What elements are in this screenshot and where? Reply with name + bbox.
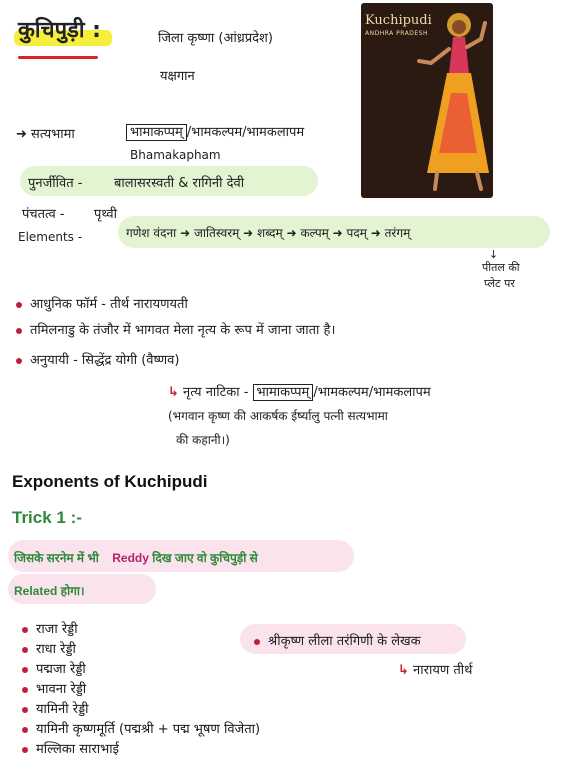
trick-line-1a: जिसके सरनेम में भी — [14, 551, 99, 565]
book-line — [254, 631, 421, 649]
satyabhama-forms — [126, 122, 304, 140]
arrow-right-icon: ➜ — [243, 226, 258, 240]
elements-chain — [126, 224, 410, 241]
dancer-figure — [361, 3, 493, 198]
revived-value: बालासरस्वती & रागिनी देवी — [114, 176, 245, 191]
bullet-icon — [16, 302, 22, 308]
title-underline — [18, 56, 98, 59]
point-tamil-text: तमिलनाडु के तंजौर में भागवत मेला नृत्य के रूप में जाना जाता है। — [30, 323, 336, 338]
list-item: भावना रेड्डी — [22, 680, 260, 700]
arrow-down-icon: ↓ — [489, 248, 499, 261]
list-item: राजा रेड्डी — [22, 620, 260, 640]
poster-title: Kuchipudi — [365, 13, 432, 28]
arrow-right-icon: ➜ — [180, 226, 194, 240]
trick-line-1c: दिख जाए वो कुचिपुड़ी से — [152, 551, 258, 565]
trick-reddy: Reddy — [112, 551, 149, 565]
bullet-icon — [22, 727, 28, 733]
bullet-icon — [22, 627, 28, 633]
bullet-icon — [22, 687, 28, 693]
point-modern-form-text: आधुनिक फॉर्म - तीर्थ नारायणयती — [30, 297, 188, 312]
element-step: पदम् — [346, 226, 367, 240]
curved-arrow-icon: ↳ — [398, 663, 409, 678]
satyabhama-rest: /भामकल्पम/भामकलापम — [186, 125, 305, 140]
exponents-list — [22, 620, 260, 760]
element-step: तरंगम् — [384, 226, 411, 240]
author-text: नारायण तीर्थ — [413, 663, 473, 678]
trick-line-2: Related होगा। — [14, 584, 85, 598]
point-follower-text: अनुयायी - सिद्धेंद्र योगी (वैष्णव) — [30, 353, 180, 368]
book-text: श्रीकृष्ण लीला तरंगिणी के लेखक — [268, 634, 421, 649]
revived-label: पुनर्जीवित - — [28, 176, 83, 191]
list-item: पद्मजा रेड्डी — [22, 660, 260, 680]
satyabhama-romanized: Bhamakapham — [130, 148, 221, 162]
list-item: राधा रेड्डी — [22, 640, 260, 660]
bullet-icon — [254, 639, 260, 645]
element-label: पंचतत्व - — [22, 207, 65, 222]
element-step: शब्दम् — [257, 226, 283, 240]
element-step: जातिस्वरम् — [193, 226, 240, 240]
arrow-right-icon: ➜ — [370, 226, 385, 240]
state-note: जिला कृष्णा (आंध्रप्रदेश) — [158, 31, 273, 46]
trick-heading: Trick 1 :- — [12, 508, 82, 527]
bullet-icon — [22, 707, 28, 713]
village-note: यक्षगान — [160, 69, 195, 84]
elements-note-2: प्लेट पर — [484, 277, 515, 290]
element-value: पृथ्वी — [94, 207, 117, 222]
author-line — [398, 660, 472, 678]
exponents-heading: Exponents of Kuchipudi — [12, 472, 208, 491]
story-line-1: (भगवान कृष्ण की आकर्षक ईर्ष्यालु पत्नी सत्यभामा — [168, 409, 388, 423]
drama-row — [168, 382, 431, 400]
arrow-right-icon: ➜ — [332, 226, 347, 240]
list-item: यामिनी रेड्डी — [22, 700, 260, 720]
poster-subtitle: ANDHRA PRADESH — [365, 30, 429, 37]
bullet-icon — [22, 747, 28, 753]
drama-boxed: भामाकप्पम् — [253, 384, 314, 401]
element-step: कल्पम् — [300, 226, 329, 240]
story-line-2: की कहानी।) — [176, 433, 230, 447]
bullet-icon — [16, 328, 22, 334]
list-item: यामिनी कृष्णमूर्ति (पद्मश्री + पद्म भूषण विजेता) — [22, 720, 260, 740]
elements-label: Elements - — [18, 230, 83, 244]
elements-note-1: पीतल की — [482, 261, 520, 274]
bullet-icon — [22, 647, 28, 653]
bullet-icon — [22, 667, 28, 673]
satyabhama-label: सत्यभामा — [31, 127, 75, 142]
list-item: मल्लिका साराभाई — [22, 740, 260, 760]
point-follower — [16, 350, 179, 368]
point-tamil — [16, 320, 335, 338]
arrow-right-icon: ➜ — [16, 127, 27, 142]
drama-label: नृत्य नाटिका - — [183, 385, 249, 400]
trick-line-1 — [14, 549, 258, 566]
bullet-icon — [16, 358, 22, 364]
drama-rest: /भामकल्पम/भामकलापम — [313, 385, 431, 400]
page-title: कुचिपुड़ी : — [18, 18, 101, 43]
satyabhama-row — [16, 124, 75, 142]
arrow-right-icon: ➜ — [286, 226, 301, 240]
curved-arrow-icon: ↳ — [168, 385, 179, 400]
satyabhama-boxed: भामाकप्पम् — [126, 124, 187, 141]
element-step: गणेश वंदना — [126, 226, 177, 240]
point-modern-form — [16, 294, 188, 312]
kuchipudi-poster — [361, 3, 493, 198]
